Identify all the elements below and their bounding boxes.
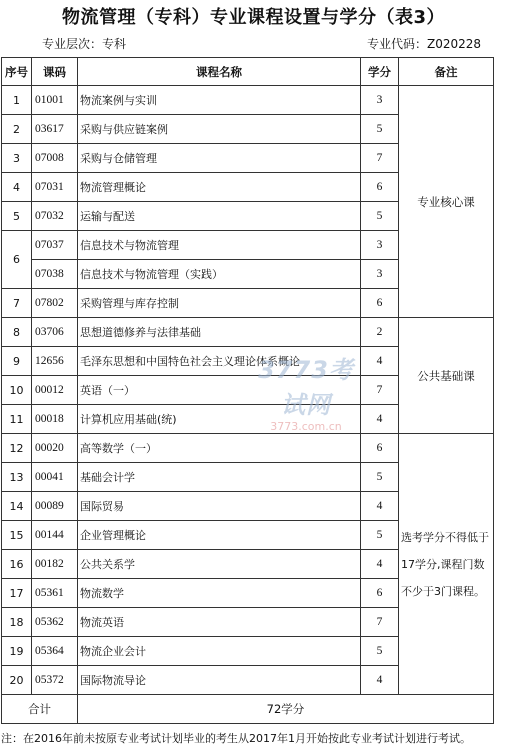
row-name: 采购与供应链案例 (78, 115, 361, 144)
row-code: 05372 (32, 666, 78, 695)
table-row (2, 318, 494, 347)
row-code: 00089 (32, 492, 78, 521)
row-no: 4 (2, 173, 32, 202)
row-name: 物流案例与实训 (78, 86, 361, 115)
row-code: 03706 (32, 318, 78, 347)
row-no: 9 (2, 347, 32, 376)
row-no: 19 (2, 637, 32, 666)
row-name: 国际物流导论 (78, 666, 361, 695)
row-credit: 2 (361, 318, 399, 347)
row-code: 07037 (32, 231, 78, 260)
row-name: 物流英语 (78, 608, 361, 637)
row-no: 16 (2, 550, 32, 579)
row-code: 00144 (32, 521, 78, 550)
row-name: 采购管理与库存控制 (78, 289, 361, 318)
row-credit: 5 (361, 521, 399, 550)
header-code: 课码 (32, 58, 78, 86)
row-code: 00182 (32, 550, 78, 579)
row-name: 高等数学（一） (78, 434, 361, 463)
row-no: 11 (2, 405, 32, 434)
row-no: 13 (2, 463, 32, 492)
table-row (2, 434, 494, 463)
row-credit: 6 (361, 173, 399, 202)
total-row (2, 695, 494, 724)
row-credit: 6 (361, 434, 399, 463)
row-name: 采购与仓储管理 (78, 144, 361, 173)
note-core: 专业核心课 (399, 86, 494, 318)
note-elective: 选考学分不得低于17学分,课程门数不少于3门课程。 (399, 434, 494, 695)
row-code: 07008 (32, 144, 78, 173)
row-credit: 6 (361, 579, 399, 608)
row-code: 05364 (32, 637, 78, 666)
row-no: 8 (2, 318, 32, 347)
row-code: 00041 (32, 463, 78, 492)
table-row (2, 86, 494, 115)
row-credit: 5 (361, 463, 399, 492)
row-no: 17 (2, 579, 32, 608)
total-value: 72学分 (78, 695, 494, 724)
row-credit: 5 (361, 115, 399, 144)
row-name: 公共关系学 (78, 550, 361, 579)
row-no: 20 (2, 666, 32, 695)
row-no: 14 (2, 492, 32, 521)
row-no: 18 (2, 608, 32, 637)
header-name: 课程名称 (78, 58, 361, 86)
row-code: 07032 (32, 202, 78, 231)
row-code: 03617 (32, 115, 78, 144)
header-note: 备注 (399, 58, 494, 86)
row-code: 00018 (32, 405, 78, 434)
watermark-url: 3773.com.cn (270, 420, 342, 433)
watermark-logo: 3773考试网 (258, 356, 354, 419)
row-code: 07802 (32, 289, 78, 318)
row-credit: 4 (361, 405, 399, 434)
row-credit: 6 (361, 289, 399, 318)
course-table (1, 57, 494, 724)
row-name: 基础会计学 (78, 463, 361, 492)
row-no: 1 (2, 86, 32, 115)
row-name: 计算机应用基础(统) (78, 405, 361, 434)
header-no: 序号 (2, 58, 32, 86)
row-credit: 4 (361, 492, 399, 521)
table-header-row (2, 58, 494, 86)
row-name: 物流管理概论 (78, 173, 361, 202)
row-no: 5 (2, 202, 32, 231)
row-credit: 4 (361, 666, 399, 695)
row-code: 01001 (32, 86, 78, 115)
row-name: 毛泽东思想和中国特色社会主义理论体系概论 (78, 347, 361, 376)
row-name: 英语（一） (78, 376, 361, 405)
row-code: 00020 (32, 434, 78, 463)
row-code: 07031 (32, 173, 78, 202)
row-credit: 7 (361, 608, 399, 637)
row-credit: 3 (361, 86, 399, 115)
row-no: 2 (2, 115, 32, 144)
row-code: 12656 (32, 347, 78, 376)
row-name: 思想道德修养与法律基础 (78, 318, 361, 347)
row-credit: 3 (361, 260, 399, 289)
row-no: 7 (2, 289, 32, 318)
footnote: 注：在2016年前未按原专业考试计划毕业的考生从2017年1月开始按此专业考试计划进行考试。 (1, 732, 471, 745)
header-credit: 学分 (361, 58, 399, 86)
row-name: 运输与配送 (78, 202, 361, 231)
major-code: 专业代码：Z020228 (366, 37, 481, 51)
row-no: 10 (2, 376, 32, 405)
page-title: 物流管理（专科）专业课程设置与学分（表3） (61, 7, 446, 28)
row-name: 物流企业会计 (78, 637, 361, 666)
row-no: 3 (2, 144, 32, 173)
note-public: 公共基础课 (399, 318, 494, 434)
row-name: 信息技术与物流管理（实践） (78, 260, 361, 289)
row-credit: 3 (361, 231, 399, 260)
row-credit: 7 (361, 376, 399, 405)
row-credit: 4 (361, 347, 399, 376)
row-credit: 4 (361, 550, 399, 579)
row-name: 国际贸易 (78, 492, 361, 521)
total-label: 合计 (2, 695, 78, 724)
row-code: 05362 (32, 608, 78, 637)
row-code: 00012 (32, 376, 78, 405)
row-code: 07038 (32, 260, 78, 289)
row-credit: 5 (361, 637, 399, 666)
row-code: 05361 (32, 579, 78, 608)
row-credit: 7 (361, 144, 399, 173)
row-name: 信息技术与物流管理 (78, 231, 361, 260)
row-credit: 5 (361, 202, 399, 231)
row-name: 企业管理概论 (78, 521, 361, 550)
row-no: 15 (2, 521, 32, 550)
row-no: 12 (2, 434, 32, 463)
row-name: 物流数学 (78, 579, 361, 608)
row-no: 6 (2, 231, 32, 289)
major-level: 专业层次：专科 (42, 37, 127, 51)
